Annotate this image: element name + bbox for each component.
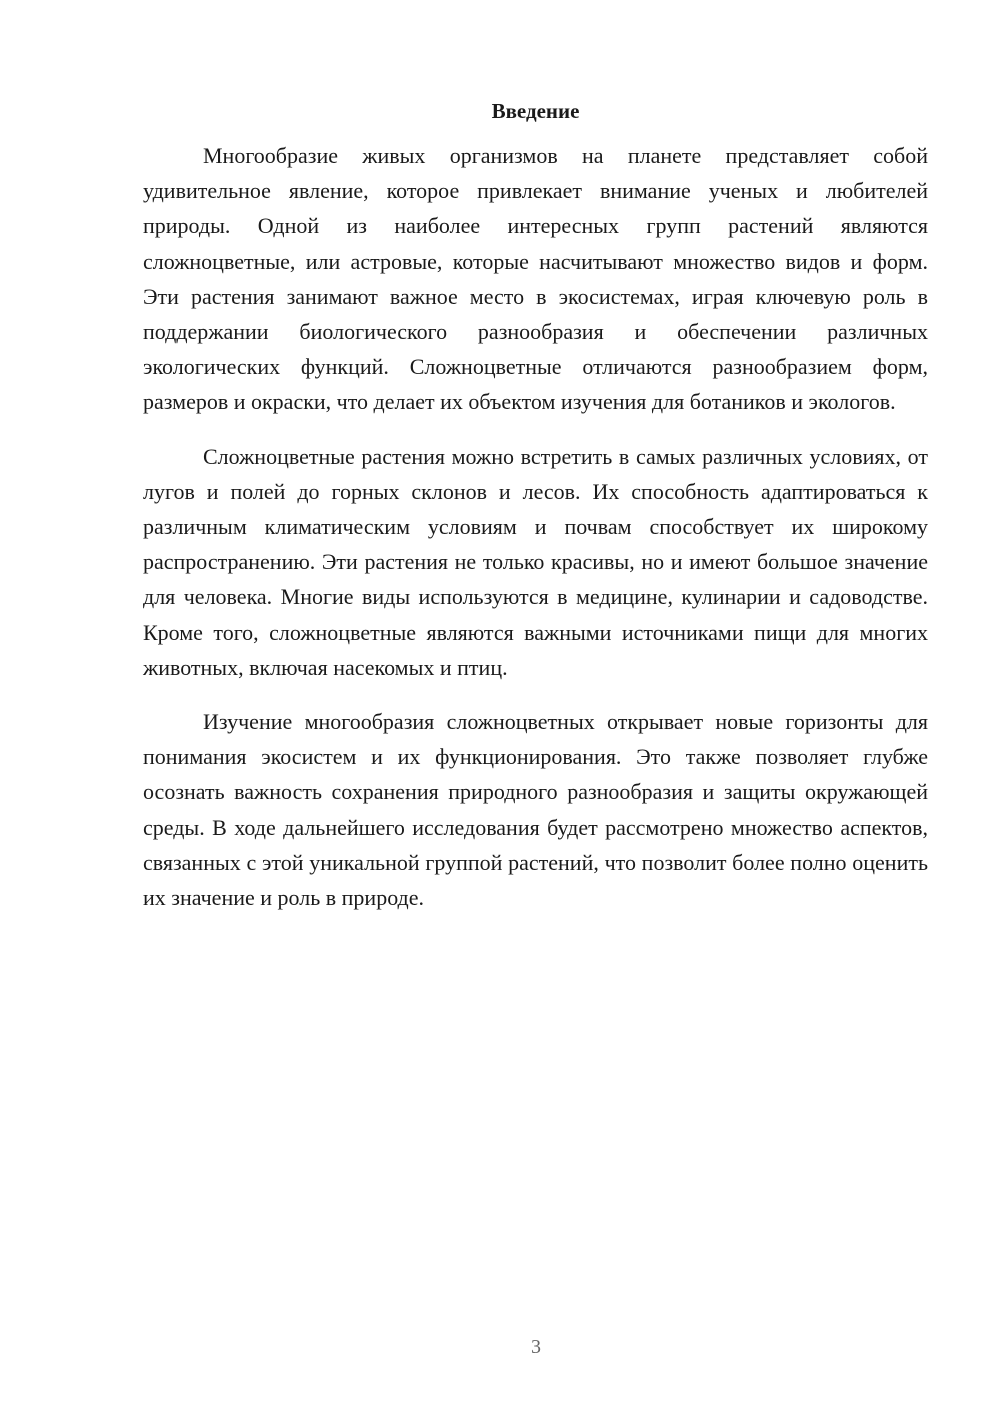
page-number: 3 <box>531 1336 541 1358</box>
paragraph-1: Многообразие живых организмов на планете представляет собой удивительное явление, которое привлекает внимание ученых и любителей природы. Одной из наиболее интересных групп растений являются сложноцветные, или астровые, которые насчитывают множество видов и форм. Эти растения занимают важное место в экосистемах, играя ключевую роль в поддержании биологического разнообразия и обеспечении различных экологических функций. Сложноцветные отличаются разнообразием форм, размеров и окраски, что делает их объектом изучения для ботаников и экологов. <box>143 143 928 415</box>
page-content <box>143 96 928 934</box>
paragraph-3: Изучение многообразия сложноцветных открывает новые горизонты для понимания экосистем и их функционирования. Это также позволяет глубже осознать важность сохранения природного разнообразия и защиты окружающей среды. В ходе дальнейшего исследования будет рассмотрено множество аспектов, связанных с этой уникальной группой растений, что позволит более полно оценить их значение и роль в природе. <box>143 709 928 911</box>
section-title: Введение <box>491 99 580 123</box>
paragraph-2: Сложноцветные растения можно встретить в самых различных условиях, от лугов и полей до горных склонов и лесов. Их способность адаптироваться к различным климатическим условиям и почвам способствует их широкому распространению. Эти растения не только красивы, но и имеют большое значение для человека. Многие виды используются в медицине, кулинарии и садоводстве. Кроме того, сложноцветные являются важными источниками пищи для многих животных, включая насекомых и птиц. <box>143 443 928 680</box>
